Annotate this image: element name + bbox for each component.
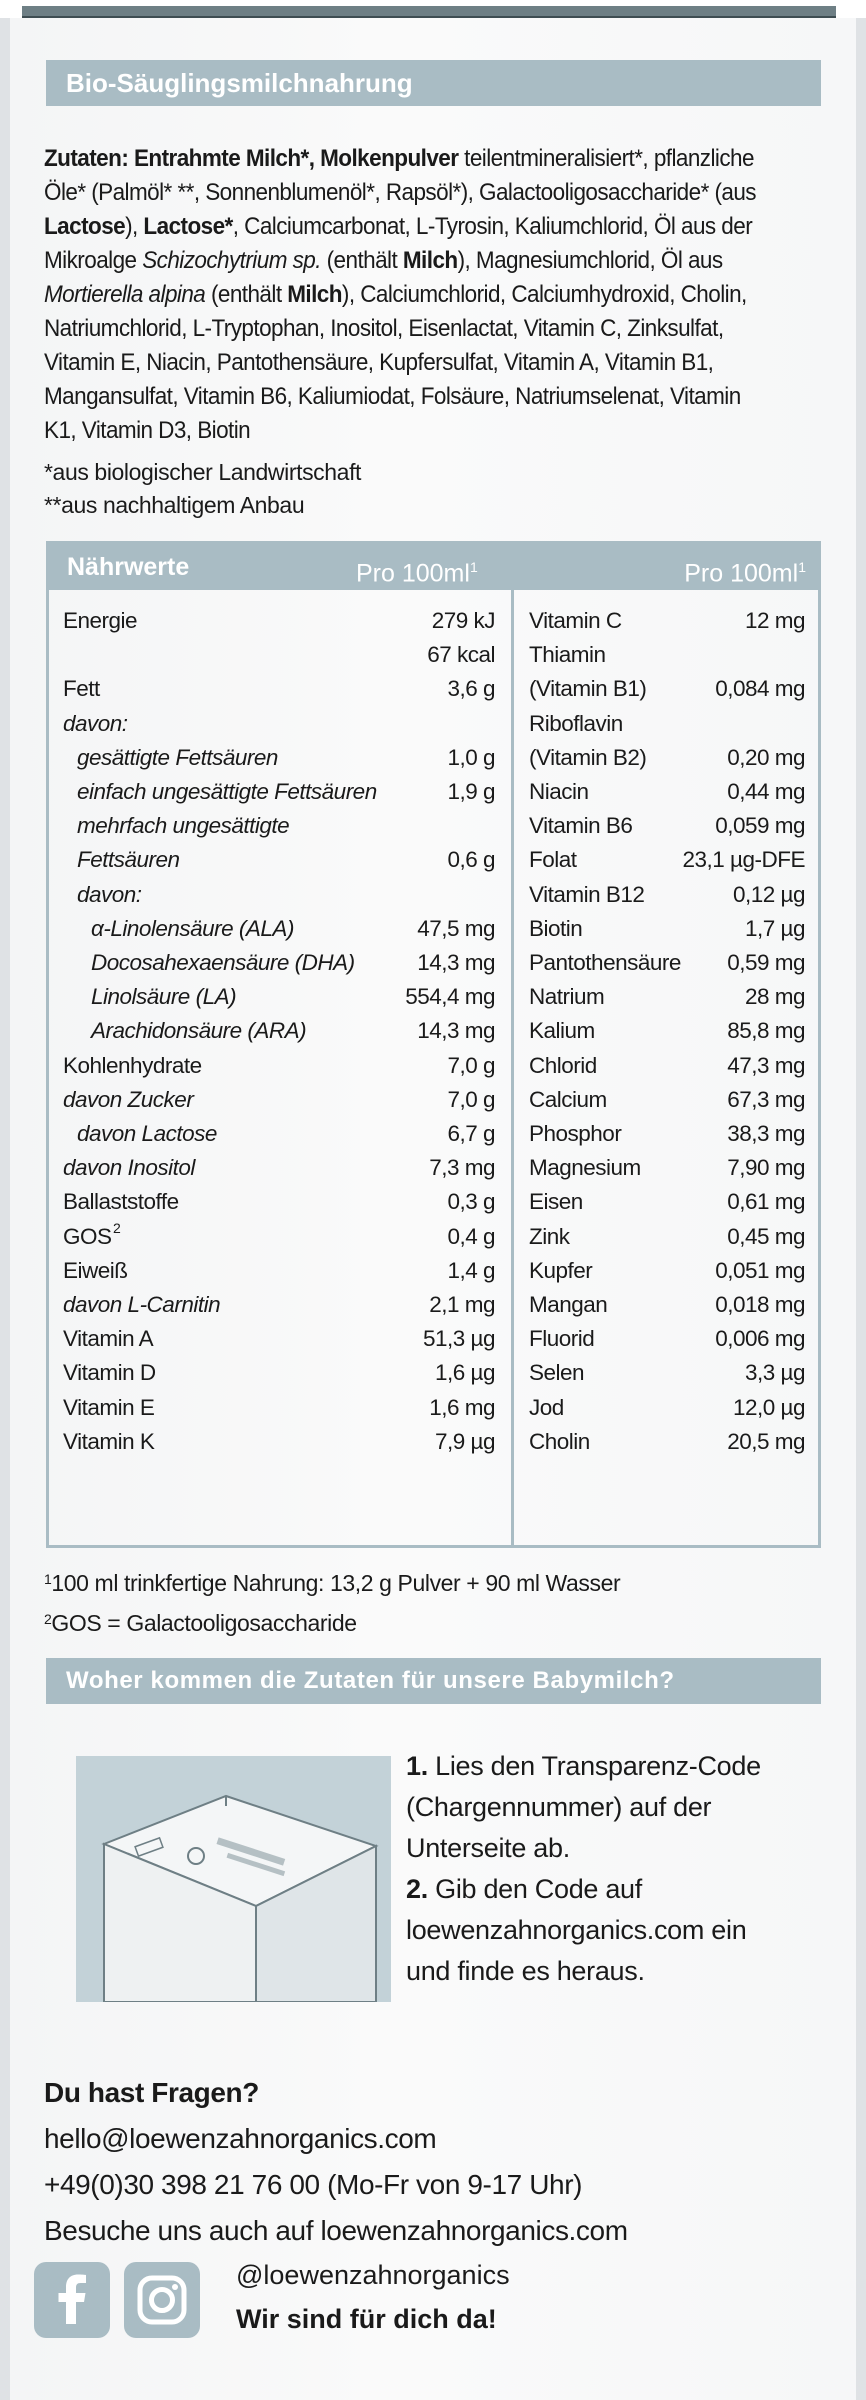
- nutrient-value: 14,3 mg: [417, 950, 495, 975]
- per-label: Pro 100ml: [684, 559, 799, 588]
- ingredients-part: ), Magnesiumchlorid, Öl aus: [457, 247, 723, 274]
- nutrient-value: 38,3 mg: [727, 1121, 805, 1146]
- instagram-icon[interactable]: [124, 2262, 200, 2338]
- ingredients-intro: Zutaten: Entrahmte Milch*, Molkenpulver: [44, 145, 459, 172]
- contact-heading: Du hast Fragen?: [44, 2077, 259, 2108]
- nutrient-value: 0,4 g: [447, 1223, 495, 1249]
- nutrient-value: 3,6 g: [447, 676, 495, 702]
- top-edge: [0, 0, 866, 18]
- step-2-line-3: und finde es heraus.: [406, 1956, 645, 1986]
- contact-tagline: Wir sind für dich da!: [236, 2304, 497, 2334]
- nutrient-label: Vitamin C: [529, 608, 622, 633]
- nutrient-value: 7,0 g: [447, 1086, 495, 1112]
- nutrient-value: 0,059 mg: [715, 813, 805, 839]
- nutrient-value: 0,018 mg: [715, 1292, 805, 1317]
- nutrient-value: 0,20 mg: [727, 744, 805, 770]
- nutrient-label: Cholin: [529, 1428, 590, 1454]
- nutrient-label: einfach ungesättigte Fettsäuren: [77, 779, 377, 804]
- step-text: Gib den Code auf: [427, 1874, 642, 1904]
- nutrient-label: Thiamin: [529, 642, 606, 668]
- step-number: 2.: [406, 1874, 428, 1904]
- nutrition-heading: Nährwerte: [67, 553, 190, 581]
- nutrient-value: 7,9 µg: [434, 1428, 495, 1454]
- step-2-line-1: [406, 1869, 761, 1910]
- nutrient-label: davon L-Carnitin: [63, 1292, 221, 1317]
- nutrient-value: 1,6 µg: [434, 1360, 495, 1386]
- nutrient-label: Kalium: [529, 1018, 595, 1044]
- nutrient-label: Fett: [63, 676, 100, 702]
- ingredients-part: (enthält: [205, 281, 288, 308]
- per-100ml-right: [684, 544, 806, 596]
- social-handle[interactable]: @loewenzahnorganics: [236, 2260, 510, 2290]
- per-label: Pro 100ml: [356, 559, 470, 588]
- ingredients-part: (enthält: [320, 247, 403, 274]
- nutrient-label: davon:: [77, 881, 142, 907]
- nutrient-label: Kohlenhydrate: [63, 1052, 202, 1078]
- nutrient-value: 0,6 g: [447, 847, 495, 873]
- per-100ml-left: [356, 544, 478, 596]
- product-title: Bio-Säuglingsmilchnahrung: [46, 60, 821, 106]
- nutrient-value: 0,3 g: [447, 1189, 495, 1215]
- contact-phone[interactable]: +49(0)30 398 21 76 00 (Mo-Fr von 9-17 Uhr): [44, 2169, 583, 2200]
- nutrient-value: 28 mg: [744, 984, 805, 1010]
- allergen-milk: Milch: [287, 281, 342, 308]
- nutrient-label: Vitamin D: [63, 1360, 156, 1386]
- nutrient-value: 51,3 µg: [422, 1326, 495, 1352]
- nutrition-table-header: [49, 544, 818, 590]
- nutrient-label: Zink: [529, 1223, 570, 1249]
- nutrient-label: davon Inositol: [63, 1155, 195, 1181]
- nutrient-label: Pantothensäure: [529, 950, 681, 975]
- allergen-lactose: Lactose: [44, 213, 126, 240]
- nutrient-label: Vitamin K: [63, 1428, 155, 1454]
- nutrient-value: 12 mg: [744, 608, 805, 633]
- nutrient-value: 67,3 mg: [727, 1086, 805, 1112]
- nutrient-label: gesättigte Fettsäuren: [77, 744, 278, 770]
- allergen-milk: Milch: [402, 247, 458, 274]
- nutrient-label: Selen: [529, 1360, 585, 1386]
- nutrient-value: 12,0 µg: [732, 1394, 805, 1420]
- nutrient-label: Linolsäure (LA): [91, 984, 237, 1010]
- nutrient-value: 1,9 g: [447, 779, 495, 804]
- step-text: Lies den Transparenz-Code: [427, 1751, 761, 1781]
- nutrient-label: Chlorid: [529, 1052, 597, 1078]
- nutrient-value: 0,12 µg: [732, 881, 805, 907]
- nutrient-label: (Vitamin B2): [529, 744, 647, 770]
- nutrient-label: GOS: [63, 1223, 112, 1249]
- ingredients-part: , Calciumcarbonat, L-Tyrosin, Kaliumchlorid, Öl aus der Mikroalge: [44, 213, 753, 274]
- nutrient-label: Vitamin B12: [529, 881, 645, 907]
- nutrient-label: Fettsäuren: [77, 847, 180, 873]
- ingredients-part: teilentmineralisiert*, pflanzliche Öle* (Palmöl* **, Sonnenblumenöl*, Rapsöl*), Galactooligosaccharide* (aus: [44, 145, 756, 206]
- species-name: Schizochytrium sp.: [142, 247, 321, 274]
- nutrient-label: Eiweiß: [63, 1257, 128, 1283]
- contact-website[interactable]: Besuche uns auch auf loewenzahnorganics.com: [44, 2215, 628, 2246]
- ingredients-part: ),: [125, 213, 144, 240]
- nutrient-label: Mangan: [529, 1292, 608, 1317]
- footnote-marker: 2: [113, 1219, 121, 1236]
- footnote-marker: 1: [44, 1571, 52, 1587]
- per-sup: 1: [469, 559, 478, 575]
- step-2-line-2: loewenzahnorganics.com ein: [406, 1915, 747, 1945]
- nutrient-label: Energie: [63, 608, 138, 633]
- contact-email[interactable]: hello@loewenzahnorganics.com: [44, 2123, 437, 2154]
- nutrient-value: 0,084 mg: [715, 676, 805, 702]
- box-illustration: [76, 1756, 391, 2002]
- allergen-lactose: Lactose*: [143, 213, 233, 240]
- nutrient-label: Biotin: [529, 915, 583, 941]
- nutrient-value: 14,3 mg: [417, 1018, 495, 1044]
- nutrient-label: Vitamin B6: [529, 813, 633, 839]
- nutrient-label: Arachidonsäure (ARA): [91, 1018, 307, 1044]
- nutrient-label: Docosahexaensäure (DHA): [91, 950, 355, 975]
- nutrient-label: davon Lactose: [77, 1121, 217, 1146]
- note-sustainable: **aus nachhaltigem Anbau: [44, 492, 305, 518]
- step-1-line-3: Unterseite ab.: [406, 1833, 570, 1863]
- nutrient-value: 3,3 µg: [744, 1360, 805, 1386]
- step-1-line-1: [406, 1746, 761, 1787]
- facebook-icon[interactable]: [34, 2262, 110, 2338]
- per-sup: 1: [798, 559, 806, 575]
- species-name: Mortierella alpina: [44, 281, 206, 308]
- nutrient-value: 0,61 mg: [727, 1189, 805, 1215]
- nutrient-value: 7,0 g: [447, 1052, 495, 1078]
- nutrient-label: Jod: [529, 1394, 564, 1420]
- nutrient-label: Magnesium: [529, 1155, 641, 1181]
- nutrient-label: Niacin: [529, 779, 589, 804]
- nutrition-table: [46, 541, 821, 1548]
- nutrient-label: Vitamin E: [63, 1394, 155, 1420]
- ingredients-part: ), Calciumchlorid, Calciumhydroxid, Cholin, Natriumchlorid, L-Tryptophan, Inositol, Eisenlactat, Vitamin C, Zinksulfat, Vitamin E, Niacin, Pantothensäure, Kupfersulfat, Vitamin A, Vitamin B1, Mangansulfat, Vitamin B6, Kaliumiodat, Folsäure, Natriumselenat, Vitamin K1, Vitamin D3, Biotin: [44, 281, 747, 444]
- nutrient-value: 47,3 mg: [727, 1052, 805, 1078]
- nutrient-label: Fluorid: [529, 1326, 595, 1352]
- nutrient-label: davon:: [63, 710, 128, 736]
- nutrient-value: 1,7 µg: [744, 915, 805, 941]
- nutrient-value: 47,5 mg: [417, 915, 495, 941]
- step-number: 1.: [406, 1751, 428, 1781]
- nutrient-label: davon Zucker: [63, 1086, 194, 1112]
- nutrient-label: mehrfach ungesättigte: [77, 813, 290, 839]
- nutrient-label: Ballaststoffe: [63, 1189, 179, 1215]
- nutrient-value: 67 kcal: [427, 642, 495, 668]
- column-divider: [511, 590, 514, 1545]
- top-strip: [22, 6, 836, 18]
- ingredient-notes: [44, 456, 361, 522]
- nutrient-label: Natrium: [529, 984, 605, 1010]
- note-organic: *aus biologischer Landwirtschaft: [44, 459, 362, 485]
- nutrient-value: 0,59 mg: [727, 950, 805, 975]
- nutrient-value: 1,6 mg: [429, 1394, 495, 1420]
- nutrient-value: 85,8 mg: [727, 1018, 805, 1044]
- nutrient-value: 7,90 mg: [727, 1155, 805, 1181]
- contact-section: [44, 2070, 628, 2254]
- origin-header: Woher kommen die Zutaten für unsere Babymilch?: [46, 1658, 821, 1704]
- package-bottom-illustration: [76, 1756, 391, 2002]
- nutrient-value: 23,1 µg-DFE: [682, 847, 805, 873]
- footnotes: [44, 1563, 620, 1643]
- nutrient-value: 279 kJ: [431, 608, 495, 633]
- nutrient-value: 6,7 g: [447, 1121, 495, 1146]
- nutrient-value: 1,4 g: [447, 1257, 495, 1283]
- nutrient-value: 20,5 mg: [727, 1428, 805, 1454]
- ingredients-text: [44, 142, 769, 448]
- nutrient-label: Phosphor: [529, 1121, 622, 1146]
- nutrient-label: Calcium: [529, 1086, 607, 1112]
- nutrient-label: Folat: [529, 847, 577, 873]
- footnote-text: GOS = Galactooligosaccharide: [51, 1610, 357, 1636]
- nutrient-value: 0,45 mg: [727, 1223, 805, 1249]
- nutrient-value: 1,0 g: [447, 744, 495, 770]
- nutrient-label: Vitamin A: [63, 1326, 154, 1352]
- nutrient-label: Kupfer: [529, 1257, 593, 1283]
- nutrient-label: Riboflavin: [529, 710, 623, 736]
- step-1-line-2: (Chargennummer) auf der: [406, 1792, 712, 1822]
- package-side-panel: [10, 18, 856, 2400]
- nutrient-value: 2,1 mg: [429, 1292, 495, 1317]
- footnote-1: [44, 1563, 620, 1603]
- nutrient-label: (Vitamin B1): [529, 676, 647, 702]
- nutrient-label: Eisen: [529, 1189, 583, 1215]
- nutrient-value: 0,006 mg: [715, 1326, 805, 1352]
- footnote-marker: 2: [44, 1611, 52, 1627]
- transparency-steps: [406, 1746, 761, 1992]
- nutrient-value: 554,4 mg: [405, 984, 495, 1010]
- nutrient-value: 0,44 mg: [727, 779, 805, 804]
- nutrient-value: 0,051 mg: [715, 1257, 805, 1283]
- footnote-2: [44, 1603, 620, 1643]
- footnote-text: 100 ml trinkfertige Nahrung: 13,2 g Pulver + 90 ml Wasser: [51, 1570, 621, 1596]
- nutrient-value: 7,3 mg: [429, 1155, 495, 1181]
- nutrient-label: α-Linolensäure (ALA): [91, 915, 294, 941]
